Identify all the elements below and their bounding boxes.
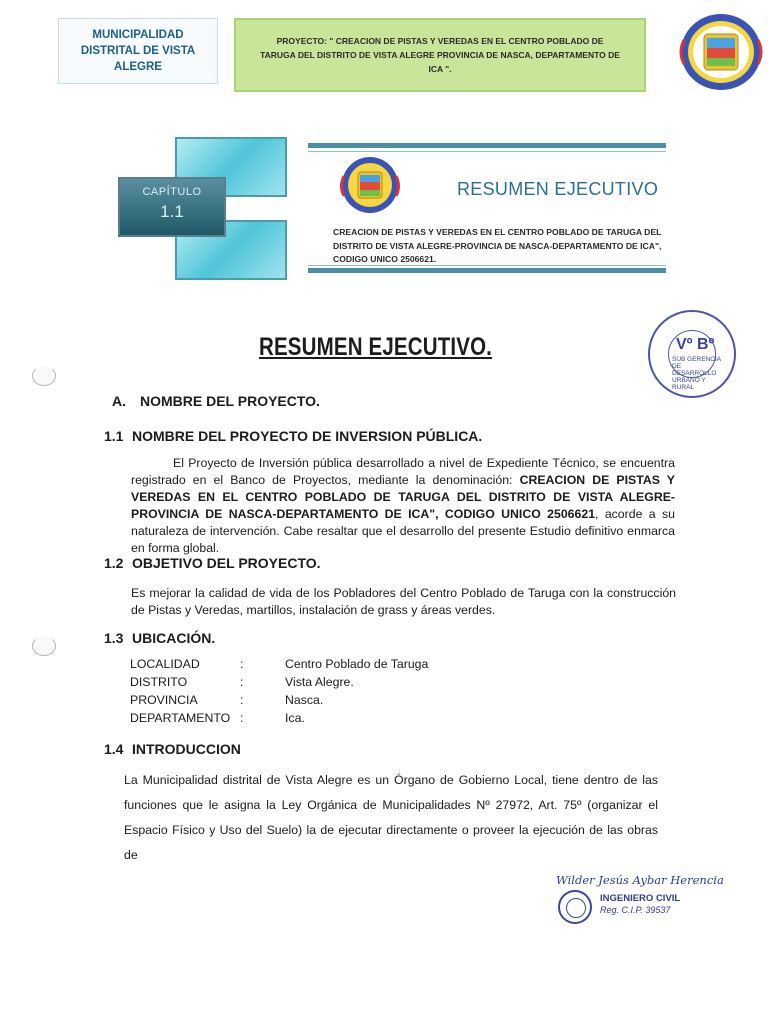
section-1-4-number: 1.4 (104, 741, 124, 757)
section-1-3-number: 1.3 (104, 630, 124, 646)
project-banner (234, 18, 646, 92)
location-row (130, 675, 430, 693)
location-value: Centro Poblado de Taruga (285, 657, 429, 671)
section-1-4-paragraph: La Municipalidad distrital de Vista Alegre es un Órgano de Gobierno Local, tiene dentro de las funciones que le asigna la Ley Orgánica de Municipalidades Nº 27972, Art. 75º (organizar el Espacio Físico y Uso del Suelo) la de ejecutar directamente o proveer la ejecución de las obras de (124, 773, 658, 862)
punch-hole-bottom (32, 636, 56, 656)
divider-bottom-thin (308, 265, 666, 266)
section-1-1-title: NOMBRE DEL PROYECTO DE INVERSION PÚBLICA. (132, 428, 483, 444)
location-sep: : (240, 693, 244, 707)
section-1-1-paragraph (131, 455, 675, 557)
stamp-vobo: Vº Bº (676, 336, 715, 353)
municipal-seal-small-logo (338, 154, 402, 216)
location-value: Ica. (285, 711, 305, 725)
chapter-description: CREACION DE PISTAS Y VEREDAS EN EL CENTRO POBLADO DE TARUGA DEL DISTRITO DE VISTA ALEGRE-PROVINCIA DE NASCA-DEPARTAMENTO DE ICA", CODIGO UNICO 2506621. (333, 227, 662, 264)
location-row (130, 711, 430, 729)
punch-hole-top (32, 366, 56, 386)
signature-registration: Reg. C.I.P. 39537 (600, 905, 671, 915)
section-1-2-title: OBJETIVO DEL PROYECTO. (132, 555, 321, 571)
divider-top-thin (308, 151, 666, 152)
section-1-4-title: INTRODUCCION (132, 741, 241, 757)
section-1-2-number: 1.2 (104, 555, 124, 571)
chapter-title: RESUMEN EJECUTIVO (457, 179, 659, 199)
location-row (130, 657, 430, 675)
section-1-1-text-end: , acorde a su naturaleza de intervención. Cabe resaltar que el desarrollo del presente Estudio definitivo enmarca en forma global. (131, 507, 675, 555)
signature-seal-inner (566, 898, 586, 918)
section-1-3-title: UBICACIÓN. (132, 630, 216, 646)
signature-name: Wilder Jesús Aybar Herencia (556, 873, 724, 887)
stamp-text: SUB GERENCIA DE DESARROLLO URBANO Y RURAL (672, 356, 721, 391)
divider-top (308, 143, 666, 148)
signature-title: INGENIERO CIVIL (600, 893, 681, 904)
location-key: PROVINCIA (130, 693, 198, 707)
location-row (130, 693, 430, 711)
section-1-2-paragraph: Es mejorar la calidad de vida de los Pobladores del Centro Poblado de Taruga con la construcción de Pistas y Veredas, martillos, instalación de grass y áreas verdes. (131, 586, 676, 617)
municipal-seal-logo (676, 10, 766, 94)
section-1-2-heading (104, 555, 321, 571)
location-value: Vista Alegre. (285, 675, 354, 689)
approval-stamp (648, 310, 736, 398)
section-a-title: NOMBRE DEL PROYECTO. (140, 393, 320, 409)
section-1-1-text-bold: CREACION DE PISTAS Y VEREDAS EN EL CENTRO POBLADO DE TARUGA DEL DISTRITO DE VISTA ALEGRE-PROVINCIA DE NASCA-DEPARTAMENTO DE ICA", CODIGO UNICO 2506621 (131, 473, 675, 521)
section-1-1-number: 1.1 (104, 428, 124, 444)
section-1-3-heading (104, 630, 215, 646)
chapter-badge (118, 177, 226, 237)
chapter-label: CAPÍTULO (142, 186, 202, 198)
project-banner-text: PROYECTO: " CREACION DE PISTAS Y VEREDAS EN EL CENTRO POBLADO DE TARUGA DEL DISTRITO DE VISTA ALEGRE PROVINCIA DE NASCA, DEPARTAMENTO DE ICA ". (260, 36, 620, 74)
section-1-1-heading (104, 428, 482, 444)
document-title: RESUMEN EJECUTIVO. (259, 333, 493, 361)
section-1-1-text-start: El Proyecto de Inversión pública desarrollado a nivel de Expediente Técnico, se encuentra registrado en el Banco de Proyectos, mediante la denominación: (131, 456, 675, 487)
location-table (130, 657, 430, 729)
location-key: DISTRITO (130, 675, 188, 689)
divider-bottom (308, 268, 666, 273)
municipality-box (58, 18, 218, 84)
section-a-heading (112, 393, 320, 409)
location-sep: : (240, 675, 244, 689)
location-key: LOCALIDAD (130, 657, 200, 671)
location-key: DEPARTAMENTO (130, 711, 231, 725)
signature-seal (558, 890, 592, 924)
municipality-name: MUNICIPALIDAD DISTRITAL DE VISTA ALEGRE (80, 29, 196, 73)
section-a-number: A. (112, 393, 126, 409)
location-sep: : (240, 657, 244, 671)
location-value: Nasca. (285, 693, 324, 707)
location-sep: : (240, 711, 244, 725)
section-1-4-heading (104, 741, 241, 757)
chapter-number: 1.1 (160, 202, 184, 221)
